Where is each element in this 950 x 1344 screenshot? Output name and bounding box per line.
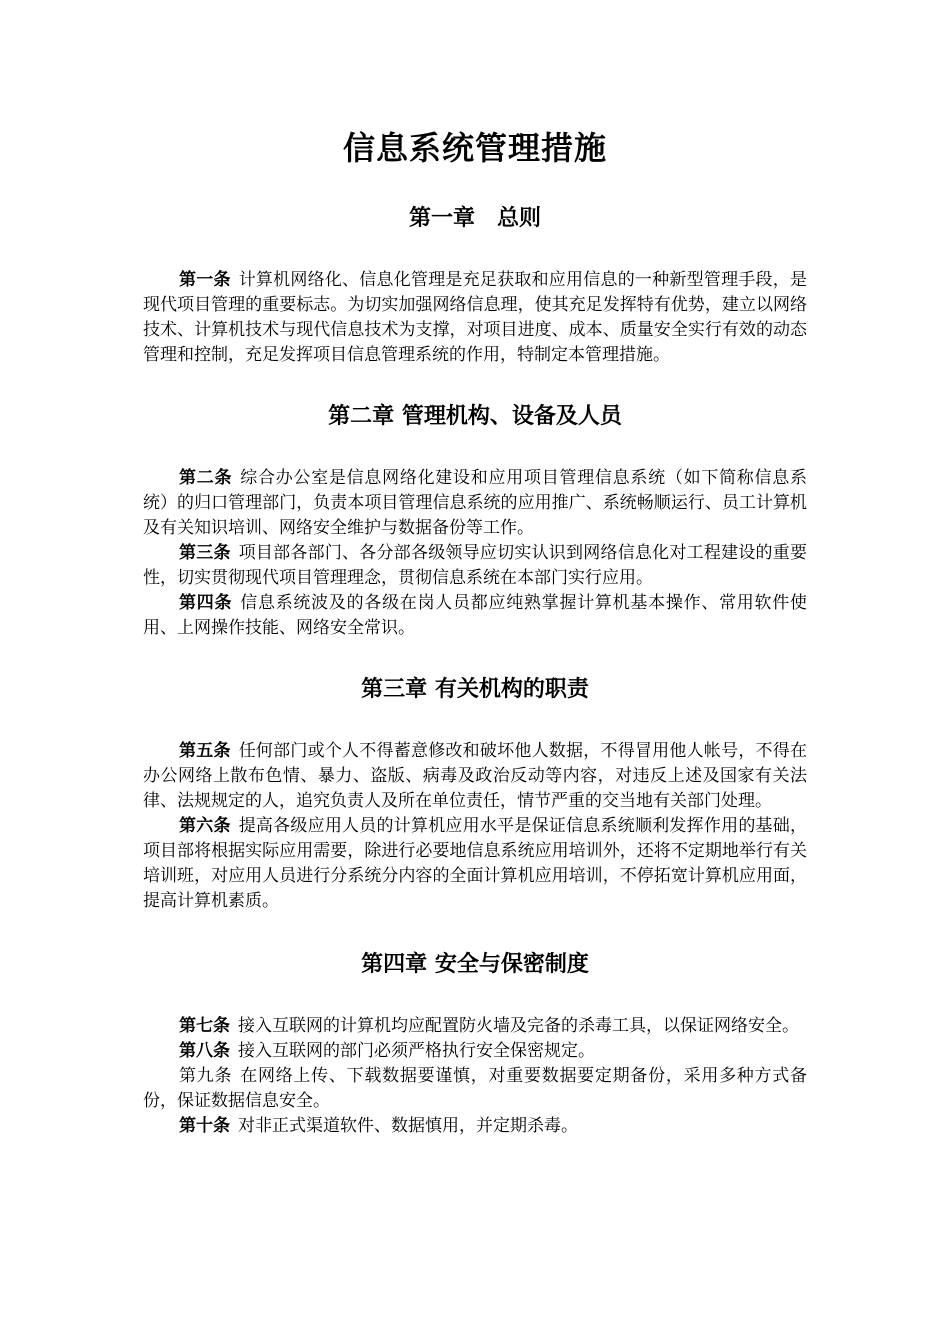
article-label: 第四条	[179, 593, 233, 613]
article-5	[143, 739, 807, 814]
article-7	[143, 1014, 807, 1039]
article-label: 第三条	[179, 543, 231, 563]
article-text: 对非正式渠道软件、数据慎用，并定期杀毒。	[238, 1116, 578, 1136]
article-label: 第七条	[179, 1016, 230, 1036]
article-text: 综合办公室是信息网络化建设和应用项目管理信息系统（如下简称信息系统）的归口管理部门，负责本项目管理信息系统的应用推广、系统畅顺运行、员工计算机及有关知识培训、网络安全维护与数据备份等工作。	[143, 468, 808, 538]
article-text: 计算机网络化、信息化管理是充足获取和应用信息的一种新型管理手段，是现代项目管理的重要标志。为切实加强网络信息理，使其充足发挥特有优势，建立以网络技术、计算机技术与现代信息技术为支撑，对项目进度、成本、质量安全实行有效的动态管理和控制，充足发挥项目信息管理系统的作用，特制定本管理措施。	[143, 270, 808, 365]
article-6	[143, 814, 807, 914]
article-text: 信息系统波及的各级在岗人员都应纯熟掌握计算机基本操作、常用软件使用、上网操作技能、网络安全常识。	[143, 593, 808, 638]
article-label: 第十条	[179, 1116, 230, 1136]
article-text: 接入互联网的部门必须严格执行安全保密规定。	[238, 1041, 595, 1061]
article-label: 第五条	[179, 741, 231, 761]
article-label: 第九条	[179, 1066, 233, 1086]
chapter-2-body	[143, 466, 807, 641]
article-4	[143, 591, 807, 641]
article-9	[143, 1064, 807, 1114]
article-2	[143, 466, 807, 541]
article-8	[143, 1039, 807, 1064]
article-1	[143, 268, 807, 368]
article-text: 接入互联网的计算机均应配置防火墙及完备的杀毒工具，以保证网络安全。	[238, 1016, 799, 1036]
chapter-3-body	[143, 739, 807, 914]
article-3	[143, 541, 807, 591]
article-text: 提高各级应用人员的计算机应用水平是保证信息系统顺利发挥作用的基础，项目部将根据实际应用需要，除进行必要地信息系统应用培训外，还将不定期地举行有关培训班，对应用人员进行分系统分内容的全面计算机应用培训，不停拓宽计算机应用面，提高计算机素质。	[143, 816, 808, 911]
chapter-2-title: 第二章 管理机构、设备及人员	[328, 404, 622, 429]
chapter-1-name: 总则	[497, 206, 542, 231]
article-text: 项目部各部门、各分部各级领导应切实认识到网络信息化对工程建设的重要性，切实贯彻现代项目管理理念，贯彻信息系统在本部门实行应用。	[143, 543, 808, 588]
article-label: 第六条	[179, 816, 231, 836]
article-label: 第二条	[179, 468, 233, 488]
document-title: 信息系统管理措施	[342, 129, 607, 167]
article-text: 任何部门或个人不得蓄意修改和破坏他人数据，不得冒用他人帐号，不得在办公网络上散布色情、暴力、盗版、病毒及政治反动等内容，对违反上述及国家有关法律、法规规定的人，追究负责人及所在单位责任，情节严重的交当地有关部门处理。	[143, 741, 808, 811]
article-text: 在网络上传、下载数据要谨慎，对重要数据要定期备份，采用多种方式备份，保证数据信息安全。	[143, 1066, 808, 1111]
article-10	[143, 1114, 807, 1139]
chapter-1-number: 第一章	[408, 206, 475, 231]
document-page	[143, 118, 807, 1139]
chapter-4-title: 第四章 安全与保密制度	[361, 952, 589, 977]
chapter-1-body	[143, 268, 807, 368]
chapter-4-body	[143, 1014, 807, 1139]
article-label: 第八条	[179, 1041, 230, 1061]
chapter-1-title	[143, 204, 807, 234]
article-label: 第一条	[179, 270, 231, 290]
chapter-3-title: 第三章 有关机构的职责	[361, 677, 589, 702]
